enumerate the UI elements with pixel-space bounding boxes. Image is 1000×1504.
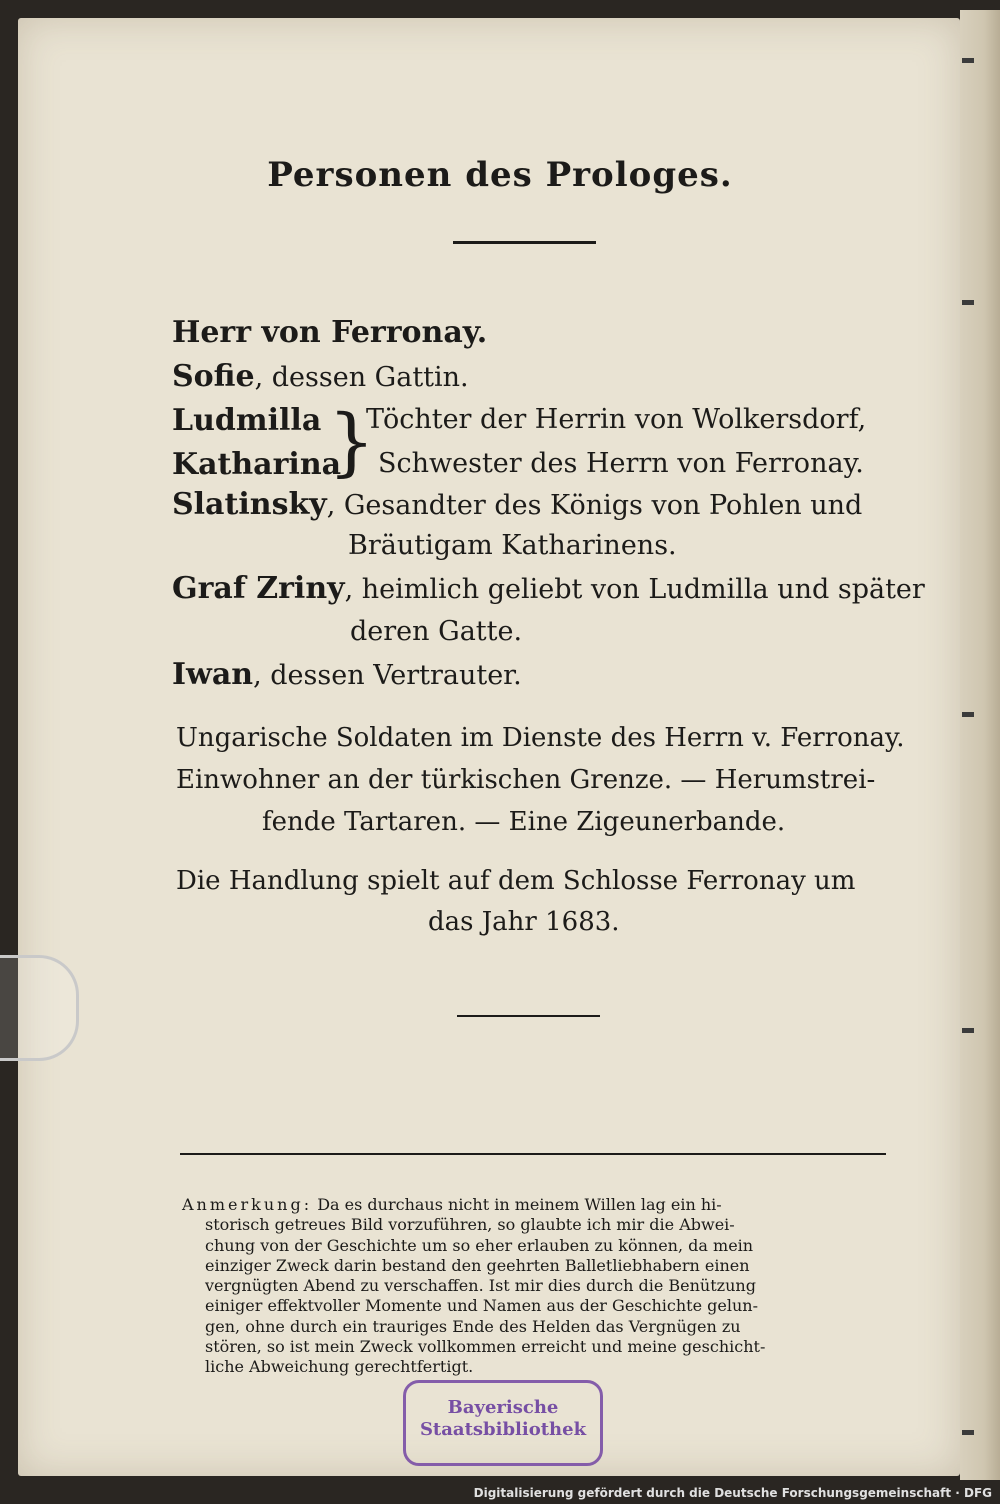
footnote bbox=[182, 1195, 882, 1378]
footnote-rule bbox=[180, 1153, 886, 1155]
cast-desc-cont: Bräutigam Katharinens. bbox=[348, 530, 677, 561]
binding-stitch bbox=[962, 58, 974, 63]
footnote-line: liche Abweichung gerechtfertigt. bbox=[205, 1357, 474, 1377]
cast-name: Sofie bbox=[172, 359, 255, 394]
footnote-line: stören, so ist mein Zweck vollkommen erreicht und meine geschicht- bbox=[205, 1337, 766, 1357]
section-rule bbox=[457, 1015, 600, 1017]
binding-stitch bbox=[962, 1430, 974, 1435]
cast-entry bbox=[172, 571, 925, 606]
cast-name: Slatinsky bbox=[172, 487, 327, 522]
cast-name: Herr von Ferronay. bbox=[172, 315, 488, 350]
binding-stitch bbox=[962, 1028, 974, 1033]
brace: } bbox=[328, 399, 376, 485]
digitization-credit: Digitalisierung gefördert durch die Deutsche Forschungsgemeinschaft · DFG bbox=[473, 1486, 992, 1500]
stamp-line: Bayerische bbox=[447, 1397, 559, 1418]
cast-entry bbox=[172, 315, 488, 350]
extras-line: Ungarische Soldaten im Dienste des Herrn v. Ferronay. bbox=[176, 723, 905, 753]
cast-name: Iwan bbox=[172, 657, 254, 692]
cast-entry bbox=[172, 447, 342, 482]
cast-desc: , dessen Vertrauter. bbox=[253, 660, 522, 691]
footnote-line: storisch getreues Bild vorzuführen, so glaubte ich mir die Abwei- bbox=[205, 1215, 735, 1235]
stamp-line: Staatsbibliothek bbox=[419, 1419, 587, 1440]
footnote-line: gen, ohne durch ein trauriges Ende des Helden das Vergnügen zu bbox=[205, 1316, 741, 1336]
cast-entry bbox=[172, 657, 522, 692]
footnote-label: Anmerkung: bbox=[182, 1195, 313, 1214]
cast-desc: , heimlich geliebt von Ludmilla und später bbox=[344, 574, 925, 605]
cast-name: Ludmilla bbox=[172, 403, 322, 438]
binding-stitch bbox=[962, 712, 974, 717]
cast-entry bbox=[172, 403, 322, 438]
title-rule bbox=[453, 241, 596, 244]
cast-entry bbox=[172, 487, 863, 522]
cast-desc-cont: deren Gatte. bbox=[350, 616, 523, 647]
setting-line: das Jahr 1683. bbox=[428, 907, 620, 937]
extras-line: fende Tartaren. — Eine Zigeunerbande. bbox=[262, 807, 786, 837]
cast-desc: , Gesandter des Königs von Pohlen und bbox=[326, 490, 863, 521]
binding-stitch bbox=[962, 300, 974, 305]
cast-desc: , dessen Gattin. bbox=[254, 362, 469, 393]
page-title: Personen des Prologes. bbox=[267, 155, 733, 195]
cast-name: Graf Zriny bbox=[172, 571, 345, 606]
footnote-line: Da es durchaus nicht in meinem Willen lag ein hi- bbox=[317, 1195, 722, 1214]
page-clip bbox=[0, 955, 79, 1061]
cast-name: Katharina bbox=[172, 447, 342, 482]
footnote-line: chung von der Geschichte um so eher erlauben zu können, da mein bbox=[205, 1235, 754, 1255]
cast-desc: Schwester des Herrn von Ferronay. bbox=[378, 448, 864, 479]
page-edge bbox=[960, 10, 1000, 1480]
footnote-line: vergnügten Abend zu verschaffen. Ist mir dies durch die Benützung bbox=[205, 1276, 756, 1296]
cast-desc: Töchter der Herrin von Wolkersdorf, bbox=[366, 404, 867, 435]
setting-line: Die Handlung spielt auf dem Schlosse Ferronay um bbox=[176, 866, 856, 896]
footnote-line: einziger Zweck darin bestand den geehrten Balletliebhabern einen bbox=[205, 1255, 750, 1275]
footnote-line: einiger effektvoller Momente und Namen aus der Geschichte gelun- bbox=[205, 1296, 758, 1316]
cast-entry bbox=[172, 359, 469, 394]
library-stamp bbox=[403, 1380, 603, 1466]
extras-line: Einwohner an der türkischen Grenze. — Herumstrei- bbox=[176, 765, 876, 795]
